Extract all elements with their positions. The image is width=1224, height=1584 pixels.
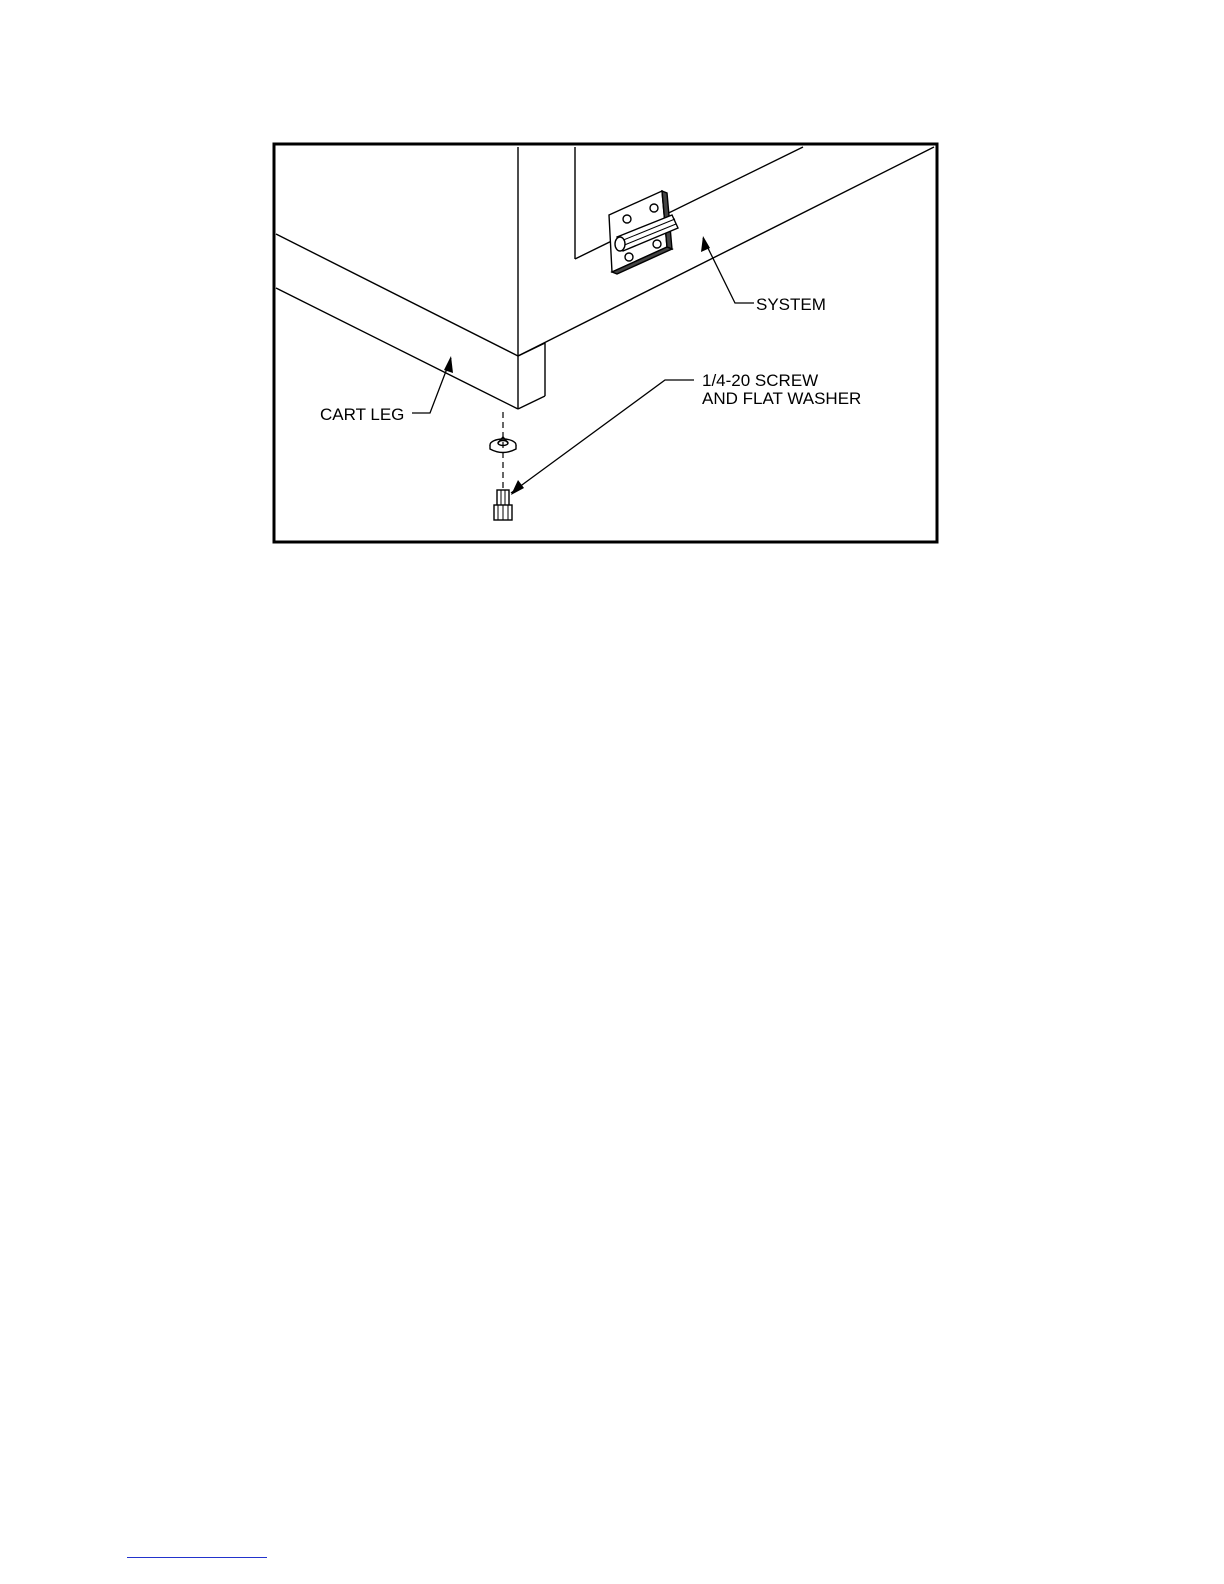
cart-leg-arrowhead [444, 356, 453, 373]
screw-label-line-1: 1/4-20 SCREW [702, 371, 819, 390]
system-cabinet-drawing [276, 147, 934, 356]
cart-leg-label: CART LEG [320, 405, 405, 424]
callout-arrowheads [444, 236, 710, 495]
screw-drawing [494, 490, 512, 520]
screw-arrowhead [511, 480, 524, 495]
system-label: SYSTEM [756, 295, 826, 314]
latch-drawing [609, 191, 678, 274]
footer-rule [127, 1557, 267, 1558]
screw-label-line-2: AND FLAT WASHER [702, 389, 862, 408]
callout-leaders [412, 238, 754, 493]
figure-border [274, 144, 937, 542]
